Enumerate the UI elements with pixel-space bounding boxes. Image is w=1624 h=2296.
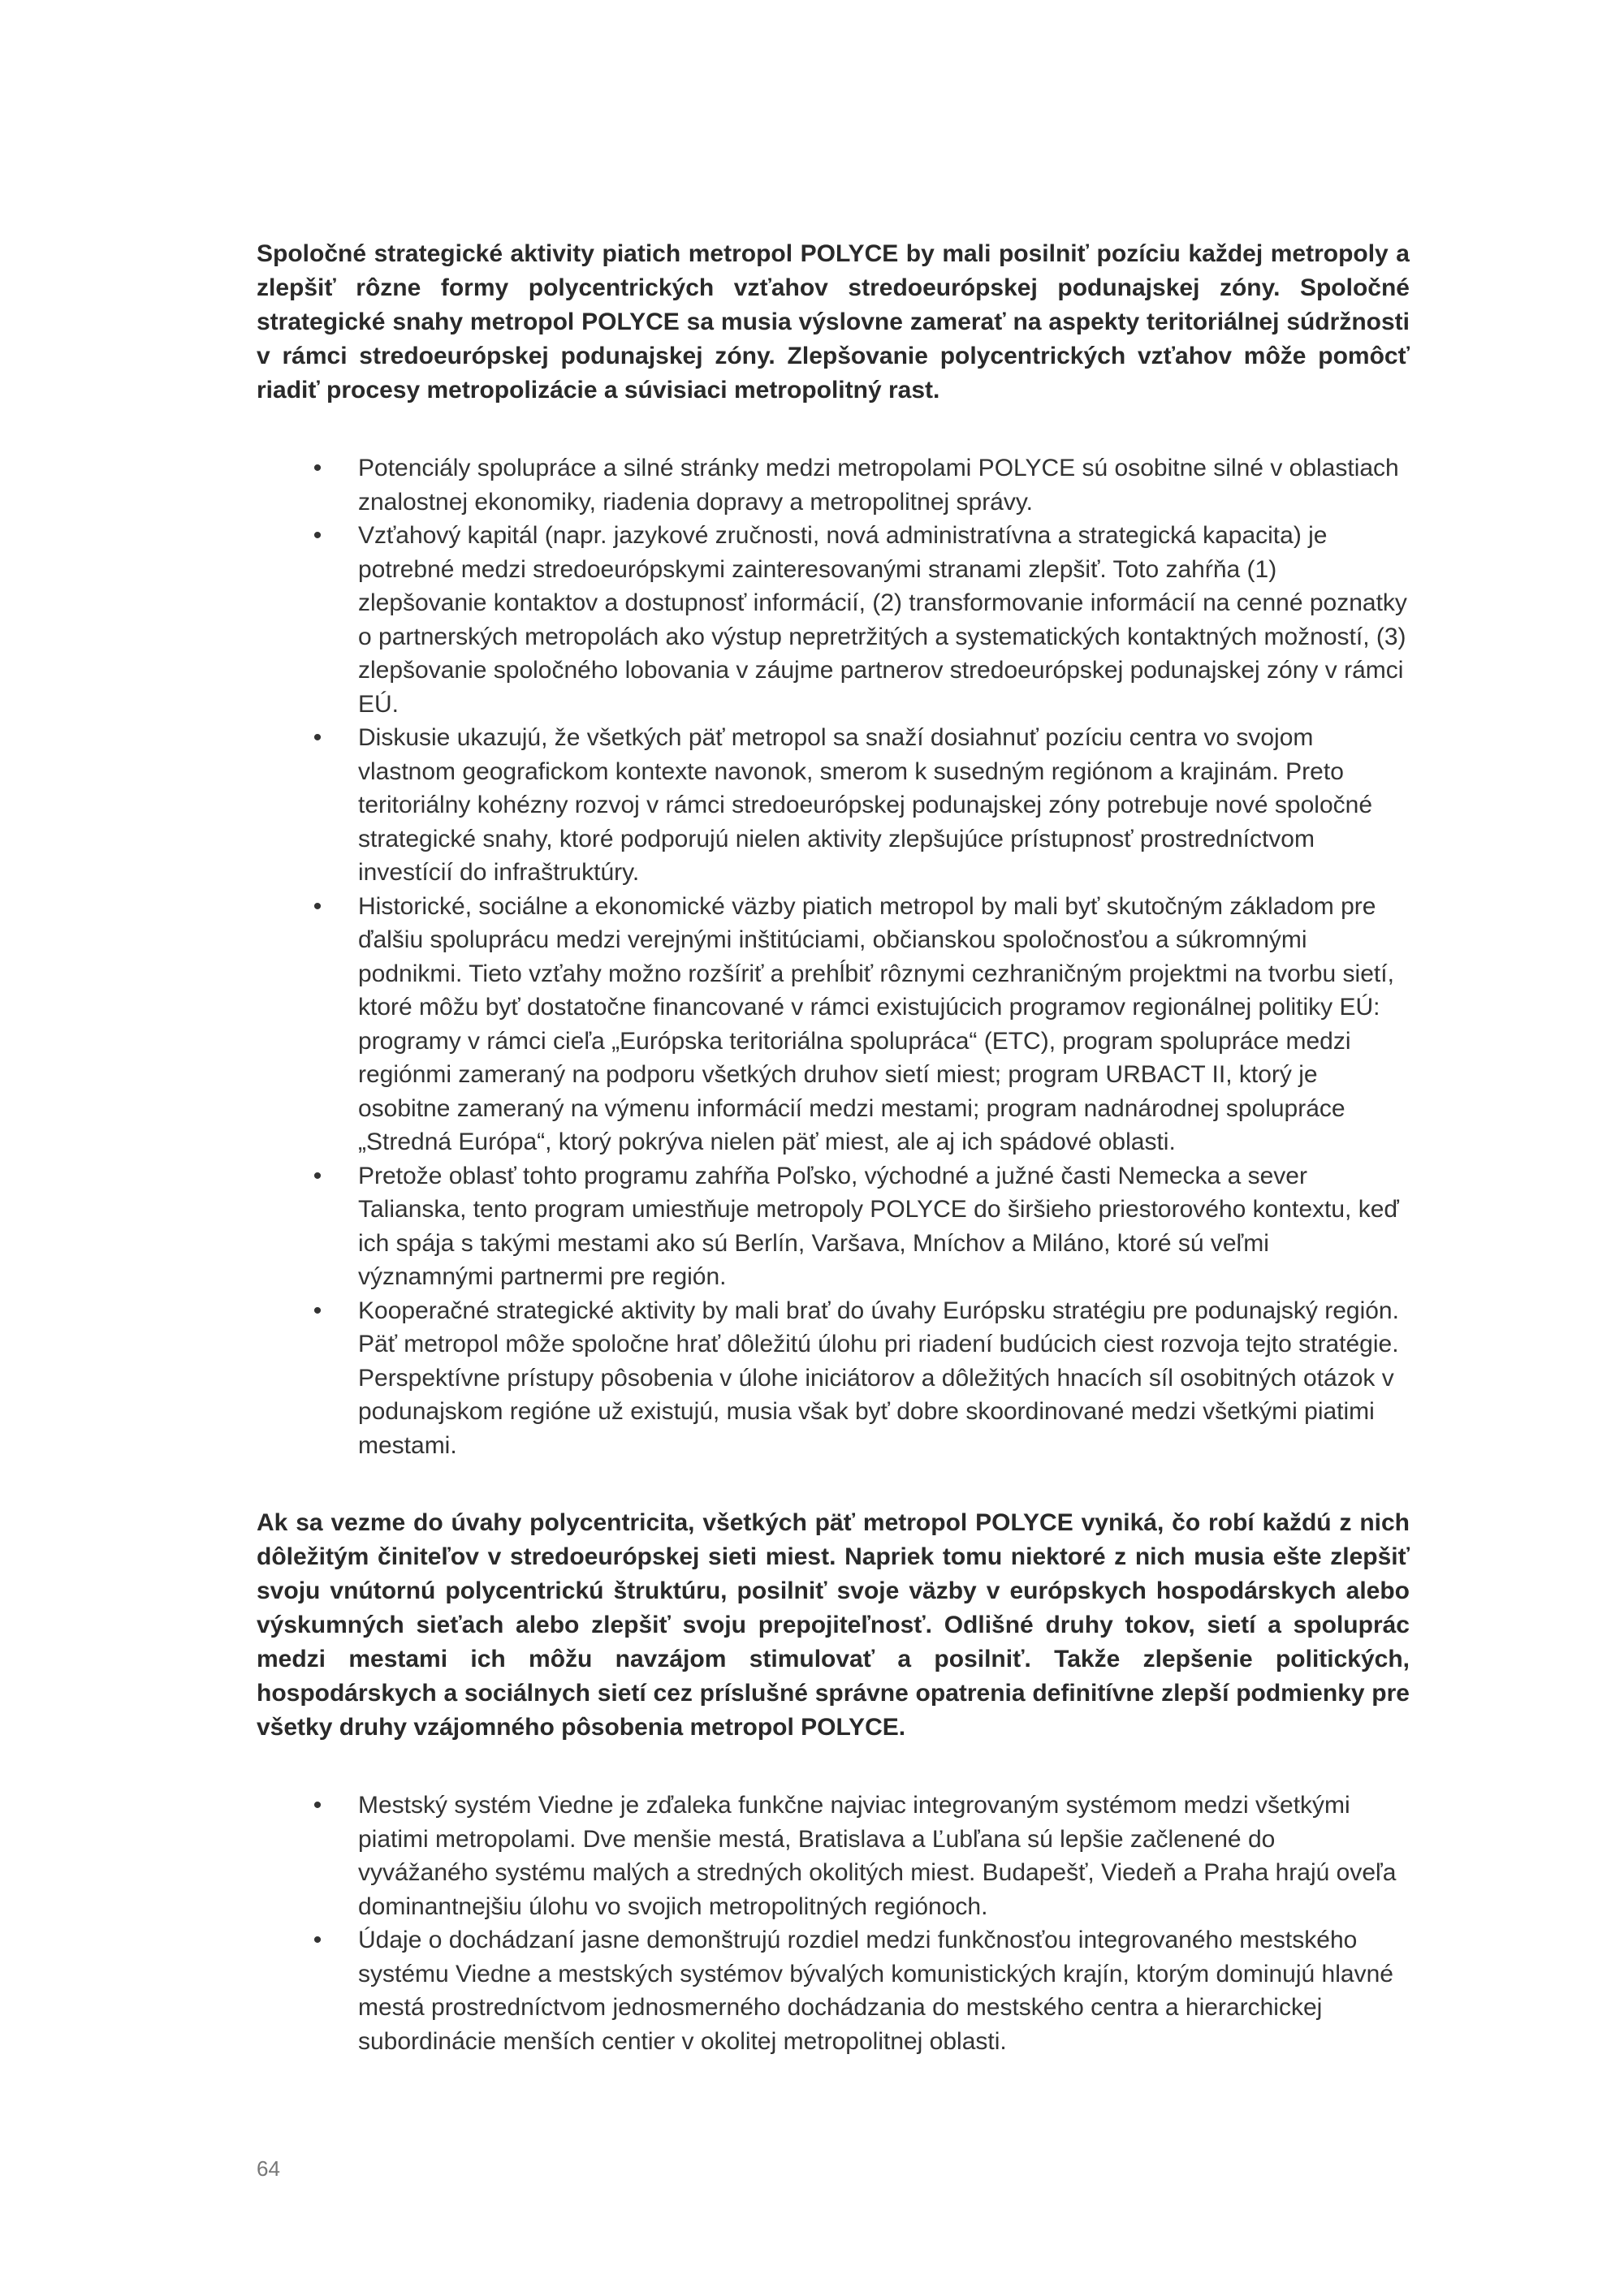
bullet-icon: • <box>313 1927 322 1953</box>
list-item-text: Pretože oblasť tohto programu zahŕňa Poľsko, východné a južné časti Nemecka a sever Talianska, tento program umiestňuje metropoly POLYCE do širšieho priestorového kontextu, keď ich spája s takými mestami ako sú Berlín, Varšava, Mníchov a Miláno, ktoré sú veľmi významnými partnermi pre región. <box>358 1162 1399 1290</box>
bullet-icon: • <box>313 455 322 481</box>
list-item <box>257 451 1410 519</box>
list-item-text: Údaje o dochádzaní jasne demonštrujú rozdiel medzi funkčnosťou integrovaného mestského systému Viedne a mestských systémov bývalých komunistických krajín, ktorým dominujú hlavné mestá prostredníctvom jednosmerného dochádzania do mestského centra a hierarchickej subordinácie menších centier v okolitej metropolitnej oblasti. <box>358 1927 1393 2055</box>
list-item <box>257 890 1410 1159</box>
list-item <box>257 1923 1410 2058</box>
list-item <box>257 1789 1410 1923</box>
page-number: 64 <box>257 2156 280 2181</box>
bullet-icon: • <box>313 724 322 751</box>
list-item <box>257 721 1410 890</box>
bullet-icon: • <box>313 522 322 549</box>
list-item-text: Vzťahový kapitál (napr. jazykové zručnosti, nová administratívna a strategická kapacita) je potrebné medzi stredoeurópskymi zainteresovanými stranami zlepšiť. Toto zahŕňa (1) zlepšovanie kontaktov a dostupnosť informácií, (2) transformovanie informácií na cenné poznatky o partnerských metropolách ako výstup nepretržitých a systematických kontaktných možností, (3) zlepšovanie spoločného lobovania v záujme partnerov stredoeurópskej podunajskej zóny v rámci EÚ. <box>358 522 1407 718</box>
intro-paragraph: Spoločné strategické aktivity piatich metropol POLYCE by mali posilniť pozíciu každej metropoly a zlepšiť rôzne formy polycentrických vzťahov stredoeurópskej podunajskej zóny. Spoločné strategické snahy metropol POLYCE sa musia výslovne zamerať na aspekty teritoriálnej súdržnosti v rámci stredoeurópskej podunajskej zóny. Zlepšovanie polycentrických vzťahov môže pomôcť riadiť procesy metropolizácie a súvisiaci metropolitný rast. <box>257 240 1410 404</box>
bullet-icon: • <box>313 1792 322 1819</box>
polycentricity-paragraph: Ak sa vezme do úvahy polycentricita, všetkých päť metropol POLYCE vyniká, čo robí každú z nich dôležitým činiteľov v stredoeurópskej sieti miest. Napriek tomu niektoré z nich musia ešte zlepšiť svoju vnútornú polycentrickú štruktúru, posilniť svoje väzby v európskych hospodárskych alebo výskumných sieťach alebo zlepšiť svoju prepojiteľnosť. Odlišné druhy tokov, sietí a spoluprác medzi mestami ich môžu navzájom stimulovať a posilniť. Takže zlepšenie politických, hospodárskych a sociálnych sietí cez príslušné správne opatrenia definitívne zlepší podmienky pre všetky druhy vzájomného pôsobenia metropol POLYCE. <box>257 1509 1410 1741</box>
list-item <box>257 1159 1410 1294</box>
list-item <box>257 1294 1410 1463</box>
list-item-text: Mestský systém Viedne je zďaleka funkčne najviac integrovaným systémom medzi všetkými piatimi metropolami. Dve menšie mestá, Bratislava a Ľubľana sú lepšie začlenené do vyvážaného systému malých a stredných okolitých miest. Budapešť, Viedeň a Praha hrajú oveľa dominantnejšiu úlohu vo svojich metropolitných regiónoch. <box>358 1792 1397 1920</box>
list-item-text: Diskusie ukazujú, že všetkých päť metropol sa snaží dosiahnuť pozíciu centra vo svojom vlastnom geografickom kontexte navonok, smerom k susedným regiónom a krajinám. Preto teritoriálny kohézny rozvoj v rámci stredoeurópskej podunajskej zóny potrebuje nové spoločné strategické snahy, ktoré podporujú nielen aktivity zlepšujúce prístupnosť prostredníctvom investícií do infraštruktúry. <box>358 724 1373 886</box>
list-item <box>257 519 1410 721</box>
list-item-text: Historické, sociálne a ekonomické väzby piatich metropol by mali byť skutočným základom pre ďalšiu spoluprácu medzi verejnými inštitúciami, občianskou spoločnosťou a súkromnými podnikmi. Tieto vzťahy možno rozšíriť a prehĺbiť rôznymi cezhraničným projektmi na tvorbu sietí, ktoré môžu byť dostatočne financované v rámci existujúcich programov regionálnej politiky EÚ: programy v rámci cieľa „Európska teritoriálna spolupráca“ (ETC), program spolupráce medzi regiónmi zameraný na podporu všetkých druhov sietí miest; program URBACT II, ktorý je osobitne zameraný na výmenu informácií medzi mestami; program nadnárodnej spolupráce „Stredná Európa“, ktorý pokrýva nielen päť miest, ale aj ich spádové oblasti. <box>358 892 1394 1155</box>
bullet-icon: • <box>313 1162 322 1189</box>
bullet-list-1 <box>257 451 1410 1462</box>
bullet-icon: • <box>313 1297 322 1324</box>
list-item-text: Kooperačné strategické aktivity by mali brať do úvahy Európsku stratégiu pre podunajský región. Päť metropol môže spoločne hrať dôležitú úlohu pri riadení budúcich ciest rozvoja tejto stratégie. Perspektívne prístupy pôsobenia v úlohe iniciátorov a dôležitých hnacích síl osobitných otázok v podunajskom regióne už existujú, musia však byť dobre skoordinované medzi všetkými piatimi mestami. <box>358 1297 1399 1459</box>
document-body <box>257 237 1410 2058</box>
bullet-icon: • <box>313 892 322 920</box>
bullet-list-2 <box>257 1789 1410 2058</box>
list-item-text: Potenciály spolupráce a silné stránky medzi metropolami POLYCE sú osobitne silné v oblastiach znalostnej ekonomiky, riadenia dopravy a metropolitnej správy. <box>358 455 1399 516</box>
